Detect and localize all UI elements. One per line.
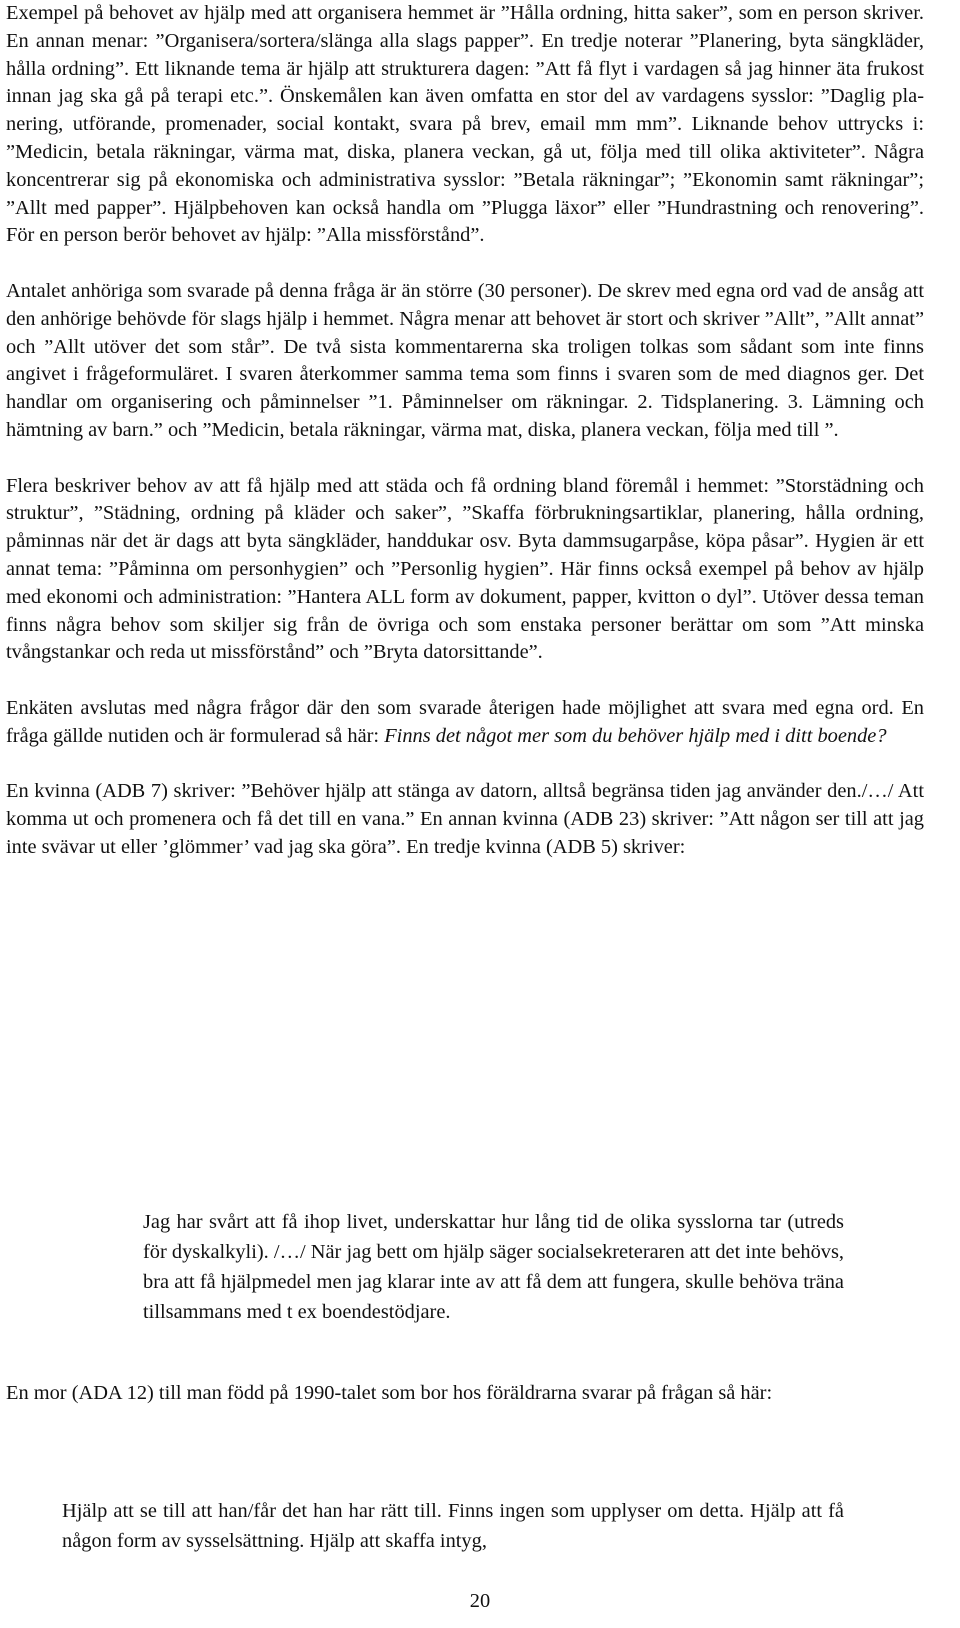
page-number: 20 bbox=[469, 1590, 491, 1612]
paragraph-survey-closing-text: Enkäten avslutas med några frågor där den som svarade återigen hade möjlighet att svara med egna ord. En fråga gällde nutiden och är formulerad så här: bbox=[6, 696, 924, 747]
paragraph-women-quotes: En kvinna (ADB 7) skriver: ”Behöver hjälp att stänga av datorn, alltså begränsa tiden jag använder den./…/ Att komma ut och promenera och få det till en vana.” En annan kvinna (ADB 23) skriver: ”Att någon ser till att jag inte svävar ut eller ’glömmer’ vad jag ska göra”. En tredje kvinna (ADB 5) skriver: bbox=[6, 780, 924, 858]
paragraph-relatives-answers: Antalet anhöriga som svarade på denna fråga är än större (30 personer). De skrev med egna ord vad de ansåg att den anhörige behövde för slags hjälp i hemmet. Några menar att behovet är stort och skriver ”Allt”, ”Allt annat” och ”Allt utöver det som står”. De två sista kommentarerna ska troligen tolkas som sådant som inte finns angivet i frågeformuläret. I svaren återkommer samma tema som finns i svaren som de med diagnos ger. Det handlar om organisering och påminnelser ”1. Påminnelser om räkningar. 2. Tidsplanering. 3. Lämning och hämtning av barn.” och ”Medicin, betala räkningar, värma mat, diska, planera veckan, följa med till ”. bbox=[6, 279, 924, 441]
block-quote-adb5: Jag har svårt att få ihop livet, underskattar hur lång tid de olika sysslorna tar (utreds för dyskalkyli). /…/ När jag bett om hjälp säger socialsekreteraren att det inte behövs, bra att få hjälpmedel men jag klarar inte av att få dem att fungera, skulle behöva träna tillsammans med t ex boendestödjare. bbox=[143, 1211, 844, 1323]
survey-question-italic: Finns det något mer som du behöver hjälp med i ditt boende? bbox=[384, 724, 887, 747]
paragraph-help-at-home-examples: Exempel på behovet av hjälp med att organisera hemmet är ”Hålla ordning, hitta saker”, som en person skriver. En annan menar: ”Organisera/sortera/slänga alla slags papper”. En tredje noterar ”Planering, byta sängkläder, hålla ordning”. Ett liknande tema är hjälp att strukturera dagen: ”Att få flyt i vardagen så jag hinner äta frukost innan jag ska gå på terapi etc.”. Önskemålen kan även omfatta en stor del av vardagens sysslor: ”Daglig planering, utförande, promenader, social kontakt, svara på brev, email mm mm”. Liknande behov uttrycks i: ”Medicin, betala räkningar, värma mat, diska, planera veckan, gå ut, följa med till olika aktiviteter”. Några koncentrerar sig på ekonomiska och administrativa sysslor: ”Betala räkningar”; ”Ekonomin samt räkningar”; ”Allt med papper”. Hjälpbehoven kan också handla om ”Plugga läxor” eller ”Hundrastning och renovering”. För en person berör behovet av hjälp: ”Alla missförstånd”. bbox=[6, 2, 924, 247]
document-page bbox=[6, 0, 924, 862]
paragraph-cleaning-and-order: Flera beskriver behov av att få hjälp med att städa och få ordning bland föremål i hemmet: ”Storstädning och struktur”, ”Städning, ordning på kläder och saker”, ”Skaffa förbrukningsartiklar, planering, hålla ordning, påminnas när det är dags att byta sängkläder, handdukar osv. Byta dammsugarpåse, köpa påsar”. Hygien är ett annat tema: ”Påminna om personhygien” och ”Personlig hygien”. Här finns också exempel på behov av hjälp med ekonomi och administration: ”Hantera ALL form av dokument, papper, kvitton o dyl”. Utöver dessa teman finns några behov som skiljer sig från de övriga och som enstaka personer berättar om som ”Att minska tvångstankar och reda ut missförstånd” och ”Bryta datorsittande”. bbox=[6, 474, 924, 664]
paragraph-mother-answer: En mor (ADA 12) till man född på 1990-talet som bor hos föräldrarna svarar på frågan så här: bbox=[6, 1382, 773, 1404]
paragraph-survey-closing bbox=[6, 695, 924, 751]
block-quote-ada12: Hjälp att se till att han/får det han har rätt till. Finns ingen som upplyser om detta. Hjälp att få någon form av sysselsättning. Hjälp att skaffa intyg, bbox=[62, 1500, 844, 1552]
